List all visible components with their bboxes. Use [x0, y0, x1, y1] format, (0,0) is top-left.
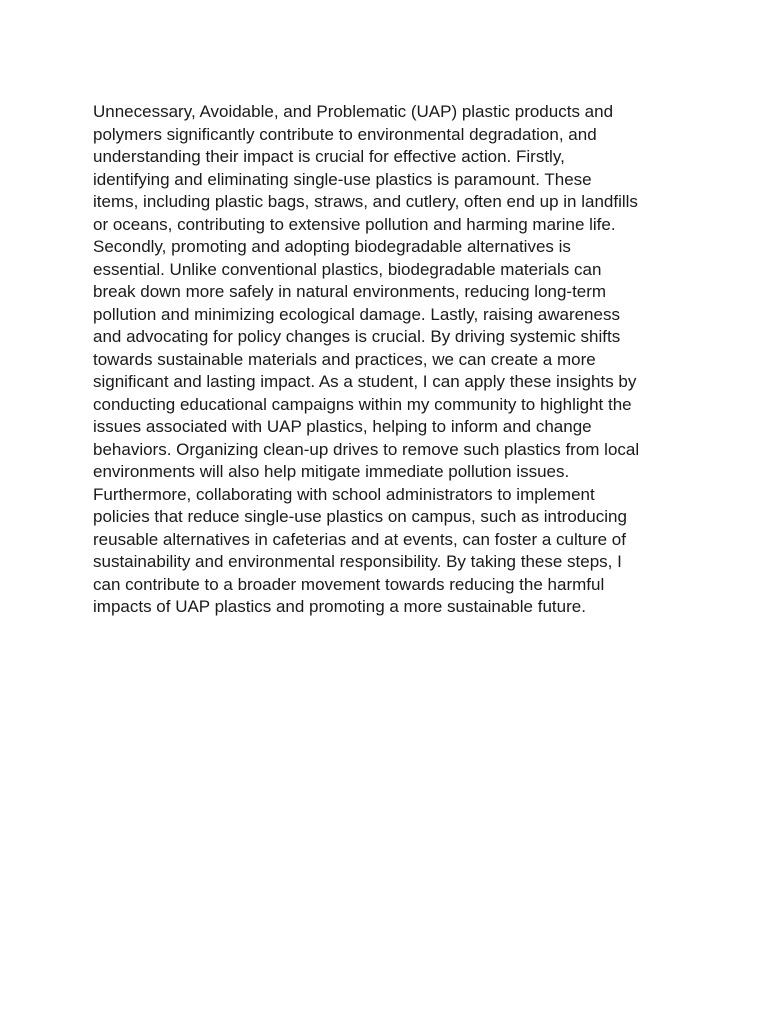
body-paragraph: Unnecessary, Avoidable, and Problematic (UAP) plastic products and polymers significantly contribute to environmental degradation, and understanding their impact is crucial for effective action. Firstly, identifying and eliminating single-use plastics is paramount. These items, including plastic bags, straws, and cutlery, often end up in landfills or oceans, contributing to extensive pollution and harming marine life. Secondly, promoting and adopting biodegradable alternatives is essential. Unlike conventional plastics, biodegradable materials can break down more safely in natural environments, reducing long-term pollution and minimizing ecological damage. Lastly, raising awareness and advocating for policy changes is crucial. By driving systemic shifts towards sustainable materials and practices, we can create a more significant and lasting impact. As a student, I can apply these insights by conducting educational campaigns within my community to highlight the issues associated with UAP plastics, helping to inform and change behaviors. Organizing clean-up drives to remove such plastics from local environments will also help mitigate immediate pollution issues. Furthermore, collaborating with school administrators to implement policies that reduce single-use plastics on campus, such as introducing reusable alternatives in cafeterias and at events, can foster a culture of sustainability and environmental responsibility. By taking these steps, I can contribute to a broader movement towards reducing the harmful impacts of UAP plastics and promoting a more sustainable future.: [93, 102, 640, 616]
